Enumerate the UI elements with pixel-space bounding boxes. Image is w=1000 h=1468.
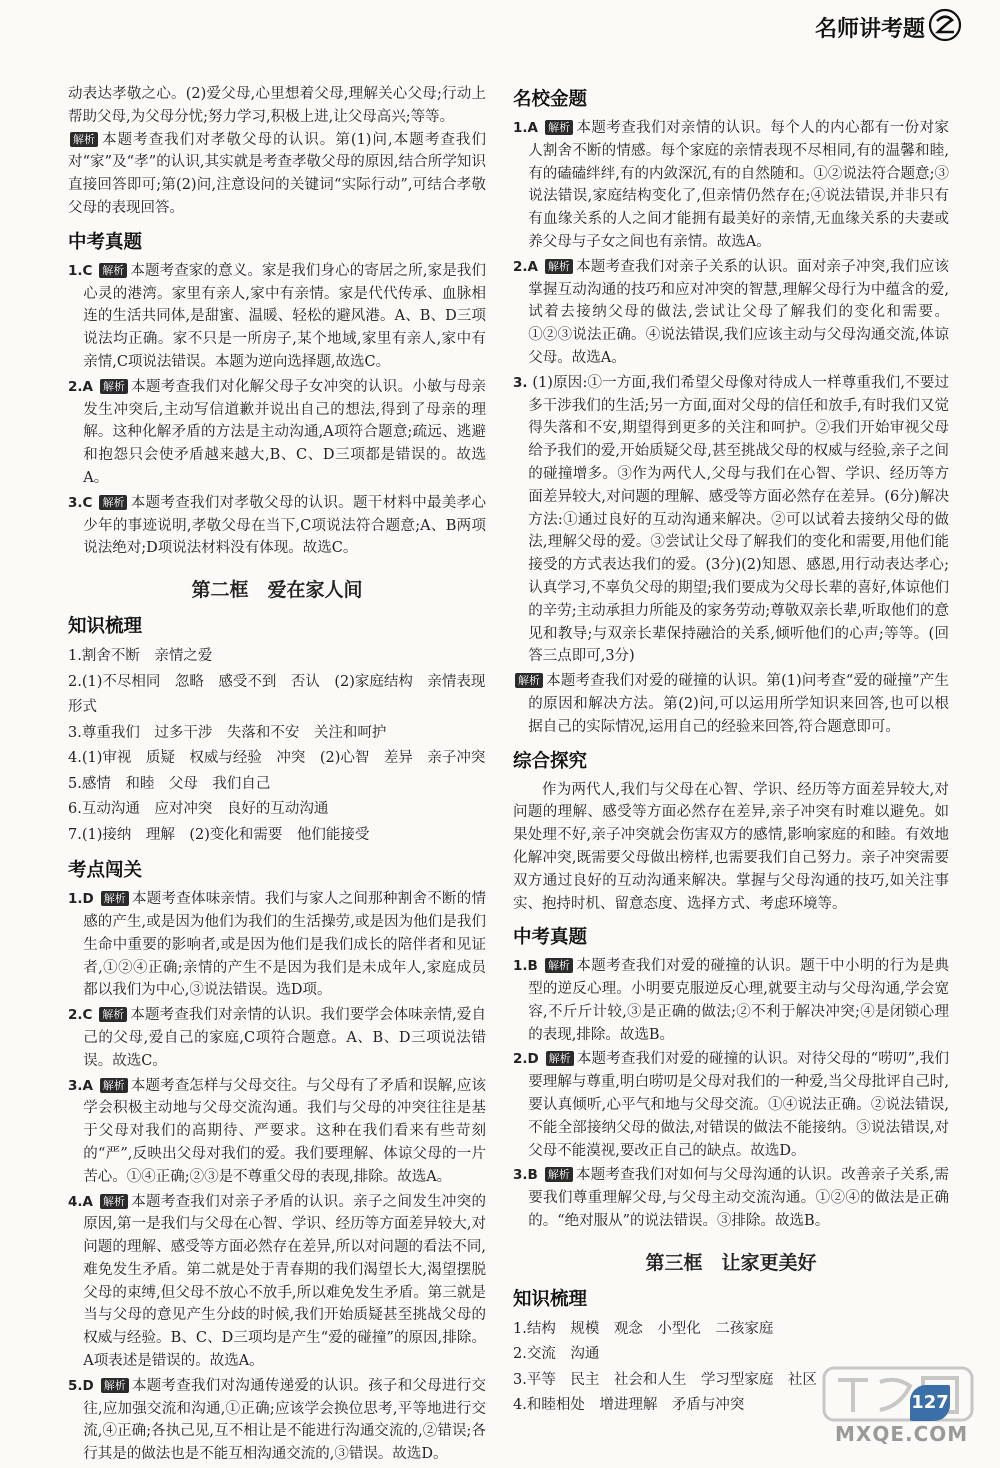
section-title-zonghe: 综合探究	[513, 750, 588, 772]
answer-number: 2.D	[513, 1051, 544, 1068]
answer-number: 2.A	[513, 258, 543, 275]
answer-text: 本题考查我们对化解父母子女冲突的认识。小敏与母亲发生冲突后,主动写信道歉并说出自己的想法,得到了母亲的理解。这种化解矛盾的方法是主动沟通,A项符合题意;疏远、逃避和抱怨只会使矛盾越来越大,B、C、D三项都是错误的。故选A。	[83, 378, 487, 486]
analysis-badge: 解析	[99, 495, 127, 510]
answer-number: 4.A	[68, 1193, 98, 1210]
knowledge-point: 4.(1)审视 质疑 权威与经验 冲突 (2)心智 差异 亲子冲突	[68, 750, 486, 767]
intro-analysis: 解析 本题考查我们对孝敬父母的认识。第(1)问,本题考查我们对“家”及“孝”的认识,其实就是考查孝敬父母的原因,结合所学知识直接回答即可;第(2)问,注意设问的关键词“实际行动”,可结合孝敬父母的表现回答。	[68, 131, 486, 216]
answer-text: (1)原因:①一方面,我们希望父母像对待成人一样尊重我们,不要过多干涉我们的生活;另一方面,面对父母的信任和放手,有时我们又觉得失落和不安,期望得到更多的关注和呵护。②我们开始审视父母给予我们的爱,开始质疑父母,甚至挑战父母的权威与经验,亲子之间的碰撞增多。③作为两代人,父母与我们在心智、学识、经历等方面差异较大,对问题的理解、感受等方面必然存在差异。(6分)解决方法:①通过良好的互动沟通来解决。②可以试着去接纳父母的做法,理解父母的爱。③尝试让父母了解我们的变化和需要,用他们能接受的方式表达我们的爱。(3分)(2)知恩、感恩,用行动表达孝心;认真学习,不辜负父母的期望;我们要成为父母长辈的喜好,体谅他们的辛劳;主动承担力所能及的家务劳动;尊敬双亲长辈,听取他们的意见和教导;与双亲长辈保持融洽的关系,倾听他们的心声;等等。(回答三点即可,3分)	[528, 374, 950, 665]
answer-item	[68, 1075, 486, 1189]
analysis-badge: 解析	[545, 1167, 573, 1182]
answer-item	[513, 372, 949, 668]
answer-text: 本题考查我们对爱的碰撞的认识。第(1)问考查“爱的碰撞”产生的原因和解决方法。第(2)问,可以运用所学知识来回答,也可以根据自己的实际情况,运用自己的经验来回答,符合题意即可。	[528, 673, 949, 735]
answer-item	[513, 1164, 949, 1232]
analysis-badge: 解析	[100, 1194, 128, 1209]
analysis-badge: 解析	[515, 673, 543, 688]
section-title-knowledge: 知识梳理	[68, 616, 143, 638]
answer-number: 3.	[513, 374, 533, 391]
answer-item	[513, 955, 949, 1046]
answer-number: 1.B	[513, 958, 543, 975]
zonghe-text: 作为两代人,我们与父母在心智、学识、经历等方面差异较大,对问题的理解、感受等方面必然存在差异,亲子冲突有时难以避免。如果处理不好,亲子冲突就会伤害双方的感情,影响家庭的和睦。有效地化解冲突,既需要父母做出榜样,也需要我们自己努力。亲子冲突需要双方通过良好的互动沟通来解决。掌握与父母沟通的技巧,如关注事实、抱持时机、留意态度、选择方式、考虑环境等。	[513, 781, 949, 912]
answer-text: 本题考查我们对如何与父母沟通的认识。改善亲子关系,需要我们尊重理解父母,与父母主动交流沟通。①②④的做法是正确的。“绝对服从”的说法错误。③排除。故选B。	[528, 1167, 949, 1230]
analysis-badge: 解析	[99, 1007, 127, 1022]
answer-number: 3.B	[513, 1167, 543, 1184]
left-column	[68, 83, 486, 1468]
intro-answer: 动表达孝敬之心。(2)爱父母,心里想着父母,理解关心父母;行动上帮助父母,为父母分忧;努力学习,积极上进,让父母高兴;等等。	[68, 86, 486, 125]
answer-number: 1.C	[68, 262, 98, 279]
knowledge-point: 5.感情 和睦 父母 我们自己	[68, 775, 271, 792]
box-title-3: 第三框 让家更美好	[645, 1251, 817, 1274]
answer-text: 本题考查我们对孝敬父母的认识。题干材料中最美孝心少年的事迹说明,孝敬父母在当下,C项说法符合题意;A、B两项说法绝对;D项说法材料没有体现。故选C。	[83, 494, 486, 557]
answer-number: 1.A	[513, 120, 544, 136]
right-column	[513, 83, 949, 1419]
analysis-badge: 解析	[545, 120, 573, 135]
answer-text: 本题考查家的意义。家是我们身心的寄居之所,家是我们心灵的港湾。家里有亲人,家中有亲情。家是代代传承、血脉相连的生活共同体,是甜蜜、温暖、轻松的避风港。A、B、D三项说法均正确。家不只是一所房子,某个地域,家里有亲人,家中有亲情,C项说法错误。本题为逆向选择题,故选C。	[83, 262, 486, 370]
analysis-badge: 解析	[70, 132, 98, 147]
answer-text: 本题考查体味亲情。我们与家人之间那种割舍不断的情感的产生,或是因为他们为我们的生活操劳,或是因为他们是我们生命中重要的影响者,或是因为他们是我们成长的陪伴者和见证者,①②④正确;亲情的产生不是因为我们是未成年人,家庭成员都以我们为中心,③说法错误。选D项。	[83, 891, 487, 999]
answer-number: 5.D	[68, 1377, 99, 1394]
answer-text: 本题考查我们对爱的碰撞的认识。题干中小明的行为是典型的逆反心理。小明要克服逆反心理,就要主动与父母沟通,学会宽容,不斤斤计较,③是正确的做法;②不利于解决冲突;④是闭锁心理的表现,排除。故选B。	[528, 958, 949, 1043]
answer-number: 2.A	[68, 378, 98, 395]
answer-text: 本题考查我们对亲子关系的认识。面对亲子冲突,我们应该掌握互动沟通的技巧和应对冲突的智慧,理解父母行为中蕴含的爱,试着去接纳父母的做法,尝试让父母了解我们的变化和需要。①②③说法正确。④说法错误,我们应该主动与父母沟通交流,体谅父母。故选A。	[528, 258, 950, 366]
knowledge-list	[68, 644, 486, 848]
answer-item	[513, 1048, 949, 1162]
analysis-badge: 解析	[99, 263, 127, 278]
knowledge-point: 2.(1)不尽相同 忽略 感受不到 否认 (2)家庭结构 亲情表现形式	[68, 673, 486, 716]
answer-text: 本题考查我们对亲情的认识。每个人的内心都有一份对家人割舍不断的情感。每个家庭的亲情表现不尽相同,有的温馨和睦,有的磕磕绊绊,有的内敛深沉,有的自然随和。①②说法符合题意;③说法错误,家庭结构变化了,但亲情仍然存在;④说法错误,并非只有有血缘关系的人之间才能拥有最美好的亲情,无血缘关系的夫妻或养父母与子女之间也有亲情。故选A。	[528, 120, 950, 250]
knowledge-point: 2.交流 沟通	[513, 1346, 600, 1363]
analysis-badge: 解析	[100, 379, 128, 394]
answer-text: 本题考查我们对亲子矛盾的认识。亲子之间发生冲突的原因,第一是我们与父母在心智、学识、经历等方面差异较大,对问题的理解、感受等方面必然存在差异,所以对问题的看法不同,难免发生矛盾。第二就是处于青春期的我们渴望长大,渴望摆脱父母的束缚,但父母不放心不放手,所以难免发生矛盾。第三就是当与父母的意见产生分歧的时候,我们开始质疑甚至挑战父母的权威与经验。B、C、D三项均是产生“爱的碰撞”的原因,排除。A项表述是错误的。故选A。	[83, 1193, 487, 1370]
answer-item	[68, 492, 486, 560]
section-title-mingxiao: 名校金题	[513, 89, 588, 110]
answer-text: 本题考查怎样与父母交往。与父母有了矛盾和误解,应该学会积极主动地与父母交流沟通。我们与父母的冲突往往是基于父母对我们的高期待、严要求。这种在我们看来有些苛刻的“严”,反映出父母对我们的爱。我们要理解、体谅父母的一片苦心。①④正确;②③是不尊重父母的表现,排除。故选A。	[83, 1077, 487, 1185]
mingxiao-list	[513, 117, 949, 739]
series-logo-icon	[928, 8, 962, 42]
answer-item	[68, 1004, 486, 1072]
answer-item	[513, 670, 949, 738]
answer-item	[513, 117, 949, 254]
section-title-zhongkao-right: 中考真题	[513, 927, 588, 949]
knowledge-point: 1.结构 规模 观念 小型化 二孩家庭	[513, 1320, 774, 1337]
section-title-kaodian: 考点闯关	[68, 860, 143, 882]
analysis-badge: 解析	[101, 1378, 129, 1393]
analysis-badge: 解析	[101, 891, 129, 906]
box-title-2: 第二框 爱在家人间	[191, 579, 363, 602]
answer-item	[513, 256, 949, 370]
page-number: 127	[910, 1385, 950, 1421]
series-title: 名师讲考题	[814, 17, 925, 42]
answer-number: 2.C	[68, 1007, 98, 1024]
kaodian-list	[68, 888, 486, 1466]
answer-item	[68, 888, 486, 1002]
answer-text: 本题考查我们对亲情的认识。我们要学会体味亲情,爱自己的父母,爱自己的家庭,C项符合题意。A、B、D三项说法错误。故选C。	[83, 1007, 486, 1069]
zhongkao-list	[68, 260, 486, 560]
section-title-knowledge-right: 知识梳理	[513, 1288, 588, 1310]
knowledge-point: 3.尊重我们 过多干涉 失落和不安 关注和呵护	[68, 724, 387, 741]
analysis-badge: 解析	[545, 259, 573, 274]
answer-item	[68, 260, 486, 374]
answer-text: 本题考查我们对沟通传递爱的认识。孩子和父母进行交往,应加强交流和沟通,①正确;应该学会换位思考,平等地进行交流,④正确;各执己见,互不相让是不能进行沟通交流的,②错误;各行其是的做法也是不能互相沟通交流的,③错误。故选D。	[83, 1377, 487, 1463]
answer-item	[68, 376, 486, 490]
answer-number: 3.A	[68, 1077, 98, 1094]
page-header	[0, 0, 1000, 80]
answer-text: 本题考查我们对爱的碰撞的认识。对待父母的“唠叨”,我们要理解与尊重,明白唠叨是父母对我们的一种爱,当父母批评自己时,要认真倾听,心平气和地与父母交流。①④说法正确。②说法错误,不能全部接纳父母的做法,对错误的做法不能接纳。③说法错误,对父母不能漠视,要改正自己的缺点。故选D。	[528, 1051, 949, 1159]
zhongkao-list-right	[513, 955, 949, 1233]
analysis-badge: 解析	[100, 1078, 128, 1093]
knowledge-point: 6.互动沟通 应对冲突 良好的互动沟通	[68, 801, 329, 818]
knowledge-point: 4.和睦相处 增进理解 矛盾与冲突	[513, 1397, 745, 1414]
analysis-badge: 解析	[545, 958, 573, 973]
knowledge-point: 1.割舍不断 亲情之爱	[68, 648, 213, 665]
answer-item	[68, 1375, 486, 1466]
knowledge-point: 3.平等 民主 社会和人生 学习型家庭 社区	[513, 1371, 817, 1388]
answer-number: 1.D	[68, 891, 99, 908]
answer-number: 3.C	[68, 494, 98, 511]
answer-item	[68, 1191, 486, 1373]
analysis-badge: 解析	[546, 1051, 574, 1066]
section-title-zhongkao: 中考真题	[68, 231, 143, 253]
watermark-text: MXQE.COM	[835, 1422, 969, 1446]
knowledge-point: 7.(1)接纳 理解 (2)变化和需要 他们能接受	[68, 826, 370, 843]
